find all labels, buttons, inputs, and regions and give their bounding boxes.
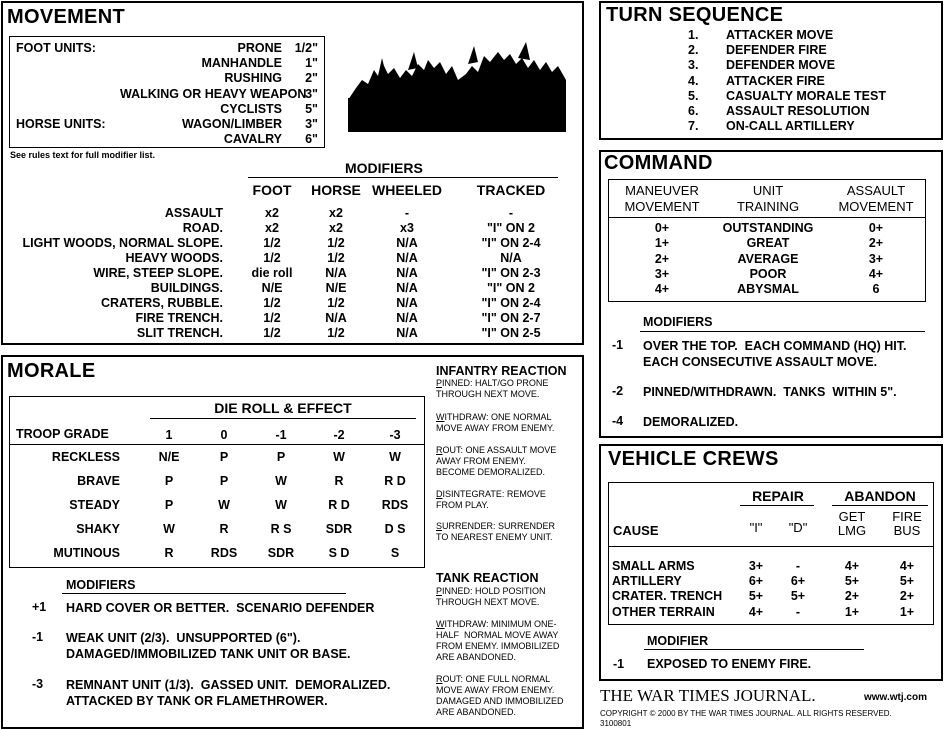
command-cell: 6	[872, 282, 880, 297]
command-modifier-number: -2	[612, 384, 624, 398]
command-cell: GREAT	[746, 236, 790, 251]
movement-cell: 1/2	[263, 236, 281, 250]
movement-cell: x2	[329, 221, 343, 235]
morale-modifier-number: +1	[32, 600, 47, 614]
infantry-reaction-text: ISINTEGRATE: REMOVE FROM PLAY.	[436, 489, 546, 510]
movement-cell: "I" ON 2	[487, 221, 535, 235]
morale-cell: RDS	[381, 498, 409, 512]
movement-cell: 1/2	[327, 296, 345, 310]
command-column-header: MANEUVER MOVEMENT	[624, 183, 700, 214]
command-cell: 0+	[868, 221, 884, 235]
morale-roll-header: 0	[220, 428, 228, 442]
movement-row-label: CRATERS, RUBBLE.	[101, 296, 223, 310]
tank-reaction-text: OUT: ONE FULL NORMAL MOVE AWAY FROM ENEMY. DAMAGED AND IMMOBILIZED ARE ABANDONED.	[436, 674, 564, 717]
infantry-reaction-text: URRENDER: SURRENDER TO NEAREST ENEMY UNIT.	[436, 521, 556, 542]
morale-cell: P	[164, 474, 174, 488]
morale-cell: W	[275, 498, 287, 512]
morale-cell: N/E	[158, 450, 180, 464]
movement-cell: 1/2	[327, 236, 345, 250]
morale-cell: W	[275, 474, 287, 488]
movement-cell: 1/2	[263, 251, 281, 265]
turn-step-number: 1.	[688, 28, 699, 42]
vehicle-cell: 4+	[899, 559, 915, 573]
tank-reaction-text: ITHDRAW: MINIMUM ONE- HALF NORMAL MOVE AWAY FROM ENEMY. IMMOBILIZED ARE ABANDONED.	[436, 619, 560, 662]
movement-cell: "I" ON 2-7	[481, 311, 541, 325]
vehicle-cell: 1+	[844, 604, 860, 619]
command-cell: 3+	[868, 251, 884, 266]
morale-cell: R	[164, 546, 174, 560]
command-modifier-text: OVER THE TOP. EACH COMMAND (HQ) HIT. EACH CONSECUTIVE ASSAULT MOVE.	[643, 339, 907, 369]
morale-cell: R	[219, 522, 229, 536]
command-title: COMMAND	[604, 152, 713, 174]
morale-table-title: DIE ROLL & EFFECT	[214, 400, 352, 416]
infantry-reaction-item	[436, 521, 555, 543]
movement-rate-name: WAGON/LIMBER	[182, 117, 282, 131]
morale-cell: P	[219, 450, 229, 464]
movement-cell: N/E	[261, 281, 283, 295]
command-cell: ABYSMAL	[737, 282, 799, 297]
copyright-notice: COPYRIGHT © 2000 BY THE WAR TIMES JOURNAL. ALL RIGHTS RESERVED.	[600, 709, 892, 718]
movement-column-header: WHEELED	[372, 182, 442, 198]
infantry-reaction-text: INNED: HALT/GO PRONE THROUGH NEXT MOVE.	[436, 378, 549, 399]
movement-cell: N/A	[500, 251, 522, 265]
morale-cell: S	[390, 546, 400, 560]
morale-title: MORALE	[7, 360, 96, 382]
vehicle-cell: 1+	[899, 604, 915, 619]
movement-column-header: HORSE	[311, 182, 361, 198]
morale-cell: W	[163, 522, 175, 536]
command-cell: 2+	[654, 251, 670, 266]
vehicle-modifier-number: -1	[613, 657, 625, 671]
movement-cell: "I" ON 2-4	[481, 236, 541, 250]
movement-row-label: FIRE TRENCH.	[135, 311, 223, 325]
command-cell: OUTSTANDING	[722, 221, 814, 235]
movement-cell: -	[404, 206, 410, 220]
infantry-reaction-item	[436, 412, 554, 434]
movement-column-header: FOOT	[252, 182, 292, 198]
morale-cell: SDR	[267, 546, 295, 560]
movement-rate-name: MANHANDLE	[201, 56, 282, 71]
tank-reaction-initial: W	[436, 619, 445, 629]
morale-cell: S D	[328, 546, 350, 560]
tank-reaction-item	[436, 586, 546, 608]
command-cell: 0+	[654, 221, 670, 235]
infantry-reaction-initial: S	[436, 521, 443, 531]
morale-roll-header: -3	[389, 428, 401, 442]
turn-step-number: 4.	[688, 73, 699, 88]
morale-grade: BRAVE	[77, 474, 120, 488]
morale-cell: R D	[328, 498, 350, 512]
morale-cell: W	[389, 450, 401, 464]
journal-logo: THE WAR TIMES JOURNAL.	[600, 686, 816, 705]
tank-reaction-initial: P	[436, 586, 443, 596]
turn-step-text: ON-CALL ARTILLERY	[726, 119, 855, 134]
turn-step-number: 5.	[688, 88, 699, 103]
movement-row-label: BUILDINGS.	[150, 281, 223, 295]
movement-rate-value: 5"	[305, 101, 318, 116]
infantry-reaction-initial: D	[436, 489, 443, 499]
movement-rate-name: WALKING OR HEAVY WEAPON	[120, 86, 307, 101]
command-modifier-number: -1	[612, 338, 624, 352]
vehicle-column-header: "I"	[749, 520, 763, 535]
movement-row-label: LIGHT WOODS, NORMAL SLOPE.	[22, 236, 223, 250]
turn-step-number: 2.	[688, 43, 699, 58]
troop-grade-label: TROOP GRADE	[16, 427, 109, 441]
movement-cell: N/A	[396, 266, 418, 280]
vehicle-cell: 4+	[748, 604, 764, 619]
movement-rate-value: 2"	[305, 71, 318, 86]
movement-cell: "I" ON 2-4	[481, 296, 541, 310]
turn-step-text: ASSAULT RESOLUTION	[726, 104, 870, 118]
horse-units-label: HORSE UNITS:	[16, 117, 106, 131]
movement-rate-name: CYCLISTS	[220, 101, 282, 116]
vehicle-cell: 2+	[899, 589, 915, 604]
morale-grade: MUTINOUS	[53, 546, 120, 560]
morale-cell: P	[276, 450, 286, 464]
tank-reaction-item	[436, 619, 559, 663]
movement-rate-value: 3"	[305, 86, 318, 101]
movement-cell: x3	[400, 221, 414, 235]
movement-cell: N/A	[325, 266, 347, 280]
command-column-header: ASSAULT MOVEMENT	[838, 183, 914, 214]
movement-note: See rules text for full modifier list.	[10, 150, 156, 160]
movement-cell: "I" ON 2-3	[481, 266, 541, 280]
tank-reaction-text: INNED: HOLD POSITION THROUGH NEXT MOVE.	[436, 586, 546, 607]
vehicle-cause: CRATER. TRENCH	[612, 589, 723, 604]
turn-step-number: 6.	[688, 104, 699, 118]
command-cell: 2+	[868, 236, 884, 251]
command-modifiers-title: MODIFIERS	[643, 315, 713, 329]
infantry-reaction-text: ITHDRAW: ONE NORMAL MOVE AWAY FROM ENEMY.	[436, 412, 555, 433]
movement-cell: 1/2	[263, 296, 281, 310]
movement-cell: N/E	[325, 281, 347, 295]
command-modifier-number: -4	[612, 414, 624, 428]
vehicle-cell: 6+	[748, 574, 764, 589]
vehicle-cell: -	[795, 559, 801, 573]
turn-step-number: 3.	[688, 58, 699, 73]
infantry-reaction-text: OUT: ONE ASSAULT MOVE AWAY FROM ENEMY. BECOME DEMORALIZED.	[436, 445, 557, 477]
tank-reaction-initial: R	[436, 674, 443, 684]
movement-rate-name: PRONE	[237, 41, 282, 55]
movement-row-label: ASSAULT	[164, 206, 223, 220]
movement-cell: N/A	[396, 296, 418, 310]
morale-modifier-text: WEAK UNIT (2/3). UNSUPPORTED (6"). DAMAGED/IMMOBILIZED TANK UNIT OR BASE.	[66, 631, 351, 661]
vehicle-cell: 5+	[844, 574, 860, 589]
morale-roll-header: -2	[333, 428, 345, 442]
movement-cell: die roll	[251, 266, 293, 280]
movement-cell: 1/2	[263, 311, 281, 325]
movement-cell: "I" ON 2-5	[481, 326, 541, 340]
vehicle-cause: OTHER TERRAIN	[612, 604, 715, 619]
movement-cell: N/A	[396, 326, 418, 340]
morale-modifiers-title: MODIFIERS	[66, 578, 136, 592]
tank-reaction-title: TANK REACTION	[436, 571, 539, 585]
command-cell: 3+	[654, 266, 670, 281]
soldiers-silhouette-image	[348, 40, 566, 132]
vehicle-cell: 5+	[790, 589, 806, 604]
morale-grade: SHAKY	[76, 522, 120, 536]
repair-header: REPAIR	[752, 488, 804, 504]
morale-cell: R	[334, 474, 344, 488]
movement-row-label: HEAVY WOODS.	[125, 251, 223, 265]
movement-cell: N/A	[396, 281, 418, 295]
vehicle-cause: SMALL ARMS	[612, 559, 695, 573]
vehicle-cell: 5+	[899, 574, 915, 589]
movement-rate-value: 1"	[305, 56, 318, 71]
movement-cell: 1/2	[327, 326, 345, 340]
movement-modifiers-title: MODIFIERS	[345, 160, 423, 176]
vehicle-cell: 4+	[844, 559, 860, 573]
turn-step-text: ATTACKER FIRE	[726, 73, 825, 88]
infantry-reaction-title: INFANTRY REACTION	[436, 364, 567, 378]
movement-cell: 1/2	[263, 326, 281, 340]
morale-modifier-number: -3	[32, 677, 44, 691]
infantry-reaction-item	[436, 445, 556, 478]
movement-cell: x2	[329, 206, 343, 220]
movement-row-label: ROAD.	[182, 221, 223, 235]
command-cell: 1+	[654, 236, 670, 251]
turn-step-text: ATTACKER MOVE	[726, 28, 834, 42]
infantry-reaction-item	[436, 378, 548, 400]
turn-step-text: DEFENDER FIRE	[726, 43, 827, 58]
vehicle-cell: 3+	[748, 559, 764, 573]
movement-row-label: SLIT TRENCH.	[136, 326, 223, 340]
movement-cell: N/A	[396, 251, 418, 265]
turn-step-text: CASUALTY MORALE TEST	[726, 88, 886, 103]
vehicle-modifier-title: MODIFIER	[647, 634, 709, 648]
command-cell: 4+	[868, 266, 884, 281]
morale-roll-header: -1	[275, 428, 287, 442]
cause-header: CAUSE	[613, 523, 659, 538]
movement-cell: "I" ON 2	[487, 281, 535, 295]
movement-rate-name: CAVALRY	[223, 132, 282, 147]
command-cell: POOR	[749, 266, 787, 281]
morale-modifier-text: HARD COVER OR BETTER. SCENARIO DEFENDER	[66, 601, 375, 615]
vehicle-cell: 5+	[748, 589, 764, 604]
movement-cell: N/A	[396, 236, 418, 250]
morale-cell: W	[218, 498, 230, 512]
movement-title: MOVEMENT	[7, 6, 125, 28]
foot-units-label: FOOT UNITS:	[16, 41, 96, 55]
vehicle-modifier-text: EXPOSED TO ENEMY FIRE.	[647, 657, 812, 671]
vehicle-column-header: "D"	[788, 520, 808, 535]
vehicle-cause: ARTILLERY	[612, 574, 682, 589]
vehicle-column-header: GET LMG	[837, 509, 867, 538]
morale-modifier-text: REMNANT UNIT (1/3). GASSED UNIT. DEMORALIZED. ATTACKED BY TANK OR FLAMETHROWER.	[66, 678, 391, 708]
movement-rate-value: 1/2"	[294, 41, 318, 55]
turn-sequence-title: TURN SEQUENCE	[606, 4, 784, 26]
command-modifier-text: PINNED/WITHDRAWN. TANKS WITHIN 5".	[643, 385, 897, 399]
morale-grade: STEADY	[69, 498, 120, 512]
morale-cell: P	[219, 474, 229, 488]
movement-rate-value: 6"	[305, 132, 318, 147]
website-url: www.wtj.com	[864, 692, 927, 703]
movement-rate-value: 3"	[305, 117, 318, 131]
vehicle-cell: 6+	[790, 574, 806, 589]
infantry-reaction-initial: P	[436, 378, 443, 388]
command-modifier-text: DEMORALIZED.	[643, 415, 739, 429]
tank-reaction-item	[436, 674, 564, 718]
morale-grade: RECKLESS	[51, 450, 120, 464]
morale-cell: W	[333, 450, 345, 464]
vehicle-crews-title: VEHICLE CREWS	[608, 448, 779, 470]
movement-rate-name: RUSHING	[224, 71, 282, 86]
infantry-reaction-initial: W	[436, 412, 445, 422]
morale-modifier-number: -1	[32, 630, 44, 644]
morale-cell: SDR	[325, 522, 353, 536]
movement-cell: -	[508, 206, 514, 220]
command-column-header: UNIT TRAINING	[736, 183, 800, 214]
movement-cell: N/A	[325, 311, 347, 325]
morale-cell: R D	[384, 474, 406, 488]
movement-cell: x2	[265, 221, 279, 235]
vehicle-cell: 2+	[844, 589, 860, 604]
abandon-header: ABANDON	[844, 488, 916, 504]
command-cell: AVERAGE	[737, 251, 799, 266]
vehicle-cell: -	[795, 604, 801, 619]
command-cell: 4+	[654, 282, 670, 297]
movement-cell: x2	[265, 206, 279, 220]
vehicle-column-header: FIRE BUS	[892, 509, 922, 538]
document-code: 3100801	[600, 719, 632, 728]
infantry-reaction-initial: R	[436, 445, 443, 455]
movement-column-header: TRACKED	[476, 182, 546, 198]
movement-cell: N/A	[396, 311, 418, 325]
infantry-reaction-item	[436, 489, 546, 511]
morale-cell: P	[164, 498, 174, 512]
morale-roll-header: 1	[165, 428, 173, 442]
movement-cell: 1/2	[327, 251, 345, 265]
morale-cell: RDS	[210, 546, 238, 560]
movement-row-label: WIRE, STEEP SLOPE.	[93, 266, 223, 280]
turn-step-text: DEFENDER MOVE	[726, 58, 836, 73]
turn-step-number: 7.	[688, 119, 699, 134]
morale-cell: D S	[384, 522, 406, 536]
morale-cell: R S	[270, 522, 292, 536]
